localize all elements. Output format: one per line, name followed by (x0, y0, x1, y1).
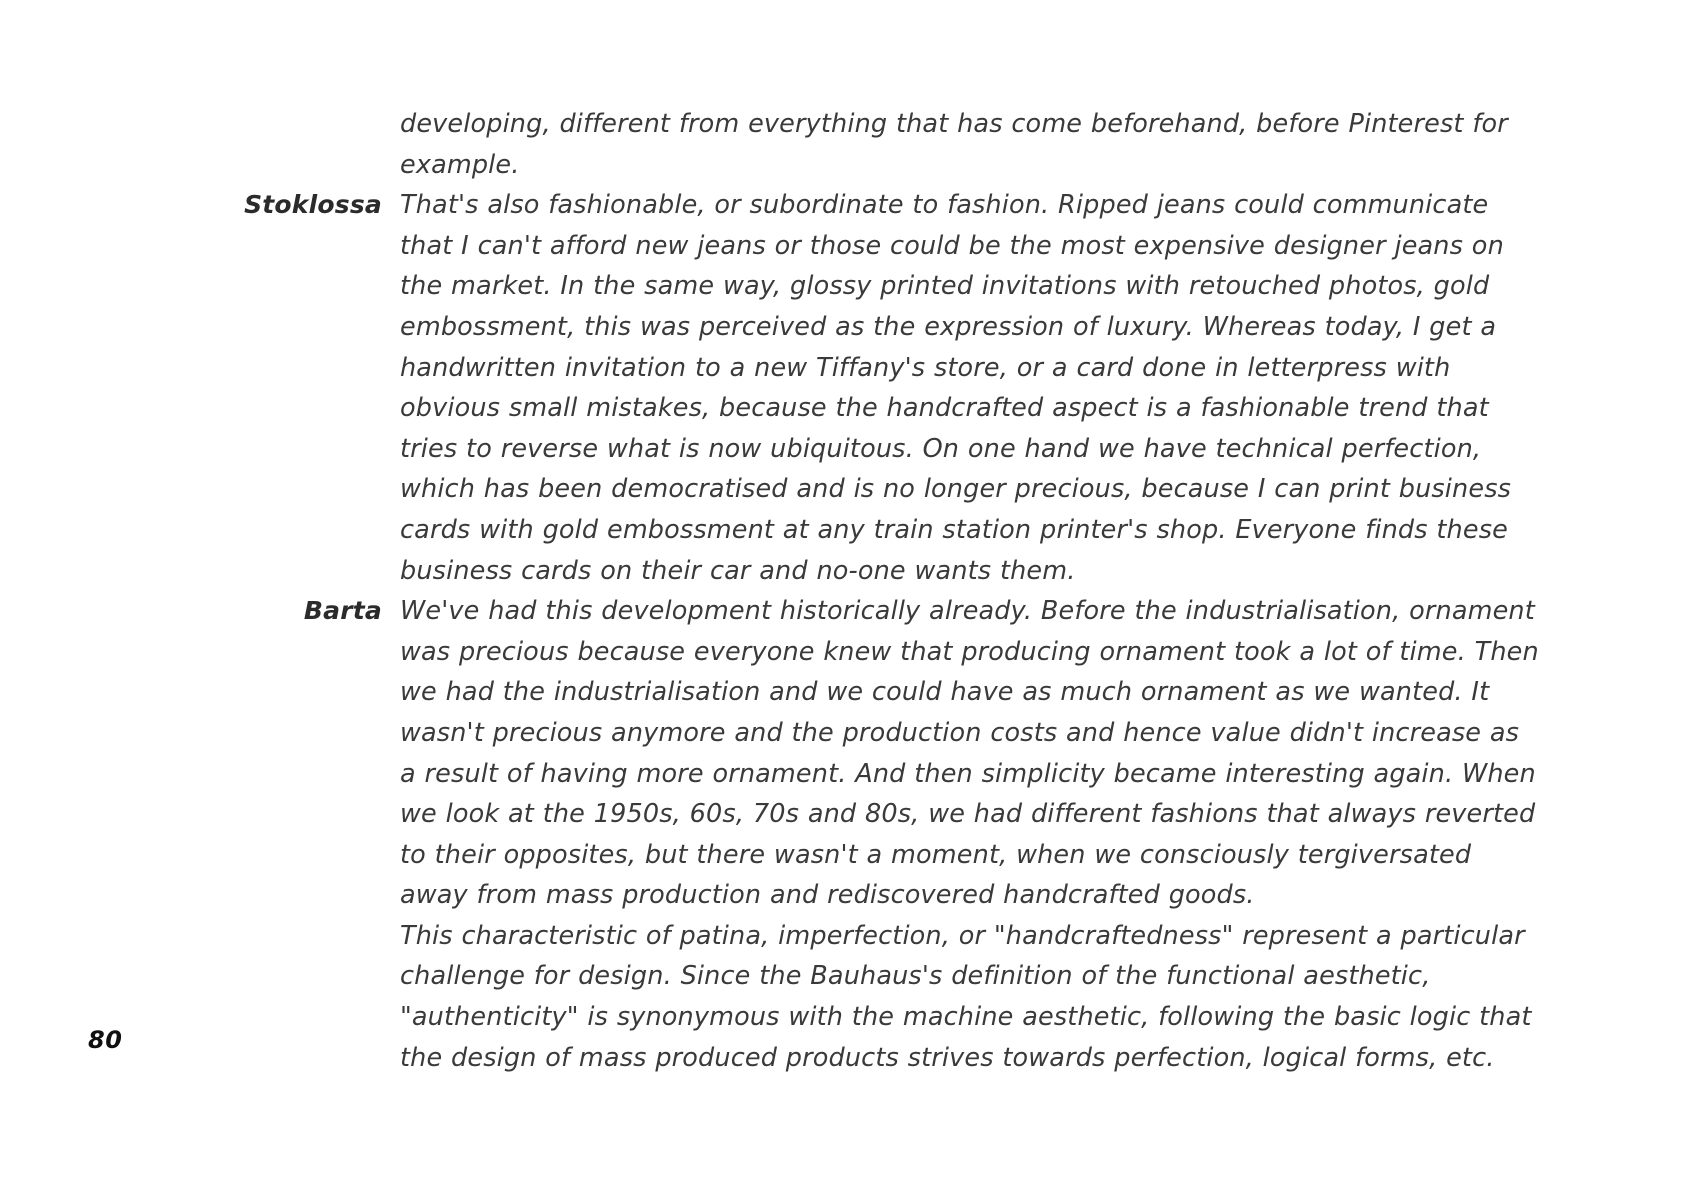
speaker-label-stoklossa: Stoklossa (244, 190, 382, 220)
paragraph: developing, different from everything that has come beforehand, before Pinterest for example. (400, 109, 1508, 180)
page-number: 80 (88, 1026, 123, 1054)
paragraph: That's also fashionable, or subordinate to fashion. Ripped jeans could communicate that I can't afford new jeans or those could be the most expensive designer jeans on the market. In the same way, glossy printed invitations with retouched photos, gold embossment, this was perceived as the expression of luxury. Whereas today, I get a handwritten invitation to a new Tiffany's store, or a card done in letterpress with obvious small mistakes, because the handcrafted aspect is a fashionable trend that tries to reverse what is now ubiquitous. On one hand we have technical perfection, which has been democratised and is no longer precious, because I can print business cards with gold embossment at any train station printer's shop. Everyone finds these business cards on their car and no-one wants them. (400, 190, 1512, 586)
interview-transcript (0, 104, 1702, 1078)
paragraph: This characteristic of patina, imperfection, or "handcraftedness" represent a particular challenge for design. Since the Bauhaus's definition of the functional aesthetic, "authenticity" is synonymous with the machine aesthetic, following the basic logic that the design of mass produced products strives towards perfection, logical forms, etc. (400, 920, 1532, 1073)
speech-text (400, 104, 1702, 185)
transcript-turn (0, 104, 1702, 185)
speech-text (400, 591, 1702, 1078)
speech-text (400, 185, 1702, 591)
transcript-turn (0, 185, 1702, 591)
paragraph: We've had this development historically already. Before the industrialisation, ornament was precious because everyone knew that producing ornament took a lot of time. Then we had the industrialisation and we could have as much ornament as we wanted. It wasn't precious anymore and the production costs and hence value didn't increase as a result of having more ornament. And then simplicity became interesting again. When we look at the 1950s, 60s, 70s and 80s, we had different fashions that always reverted to their opposites, but there wasn't a moment, when we consciously tergiversated away from mass production and rediscovered handcrafted goods. (400, 596, 1539, 911)
transcript-turn (0, 591, 1702, 1078)
speaker-label-barta: Barta (303, 596, 382, 626)
